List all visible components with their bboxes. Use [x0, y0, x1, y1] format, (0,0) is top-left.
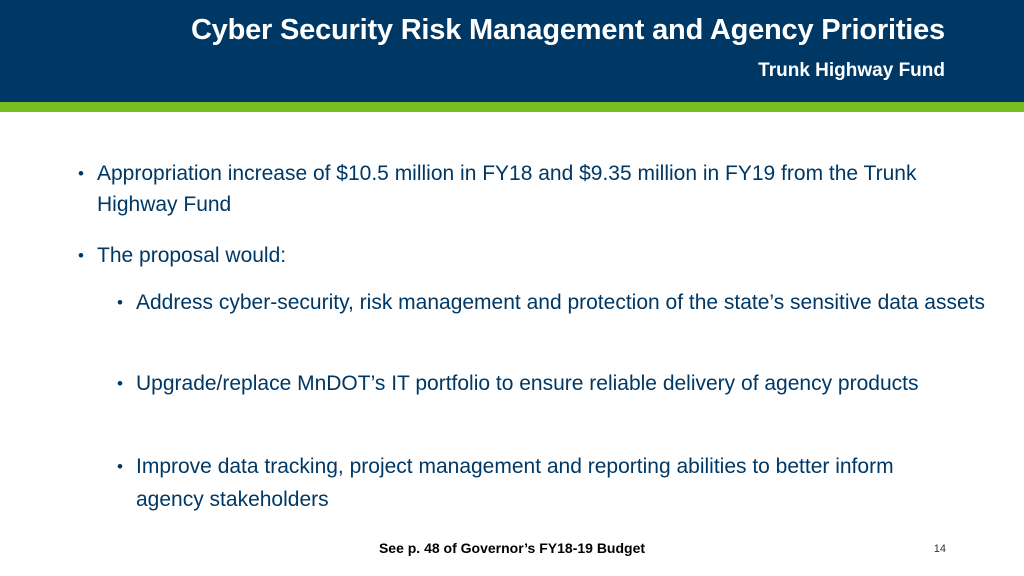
bullet-item [78, 240, 977, 271]
sub-bullet-text: Improve data tracking, project management and reporting abilities to better inform agency stakeholders [136, 455, 894, 511]
sub-bullet-item [117, 287, 986, 318]
bullet-text: The proposal would: [97, 244, 287, 267]
bullet-icon: • [117, 457, 123, 476]
bullet-text: Appropriation increase of $10.5 million in FY18 and $9.35 million in FY19 from the Trunk Highway Fund [97, 162, 917, 216]
slide-subtitle: Trunk Highway Fund [758, 60, 945, 81]
bullet-item [78, 158, 977, 220]
sub-bullet-text: Upgrade/replace MnDOT’s IT portfolio to ensure reliable delivery of agency products [136, 372, 919, 395]
sub-bullet-item [117, 450, 956, 516]
header-accent-stripe [0, 102, 1024, 112]
bullet-icon: • [78, 246, 84, 265]
page-number: 14 [933, 543, 946, 555]
sub-bullet-text: Address cyber-security, risk management and protection of the state’s sensitive data assets [136, 291, 985, 314]
bullet-icon: • [78, 164, 84, 183]
bullet-icon: • [117, 374, 123, 393]
sub-bullet-item [117, 367, 956, 400]
slide-title: Cyber Security Risk Management and Agency Priorities [190, 14, 945, 46]
footer-note: See p. 48 of Governor’s FY18-19 Budget [378, 540, 646, 556]
bullet-icon: • [117, 293, 123, 312]
slide-header [0, 0, 1024, 102]
